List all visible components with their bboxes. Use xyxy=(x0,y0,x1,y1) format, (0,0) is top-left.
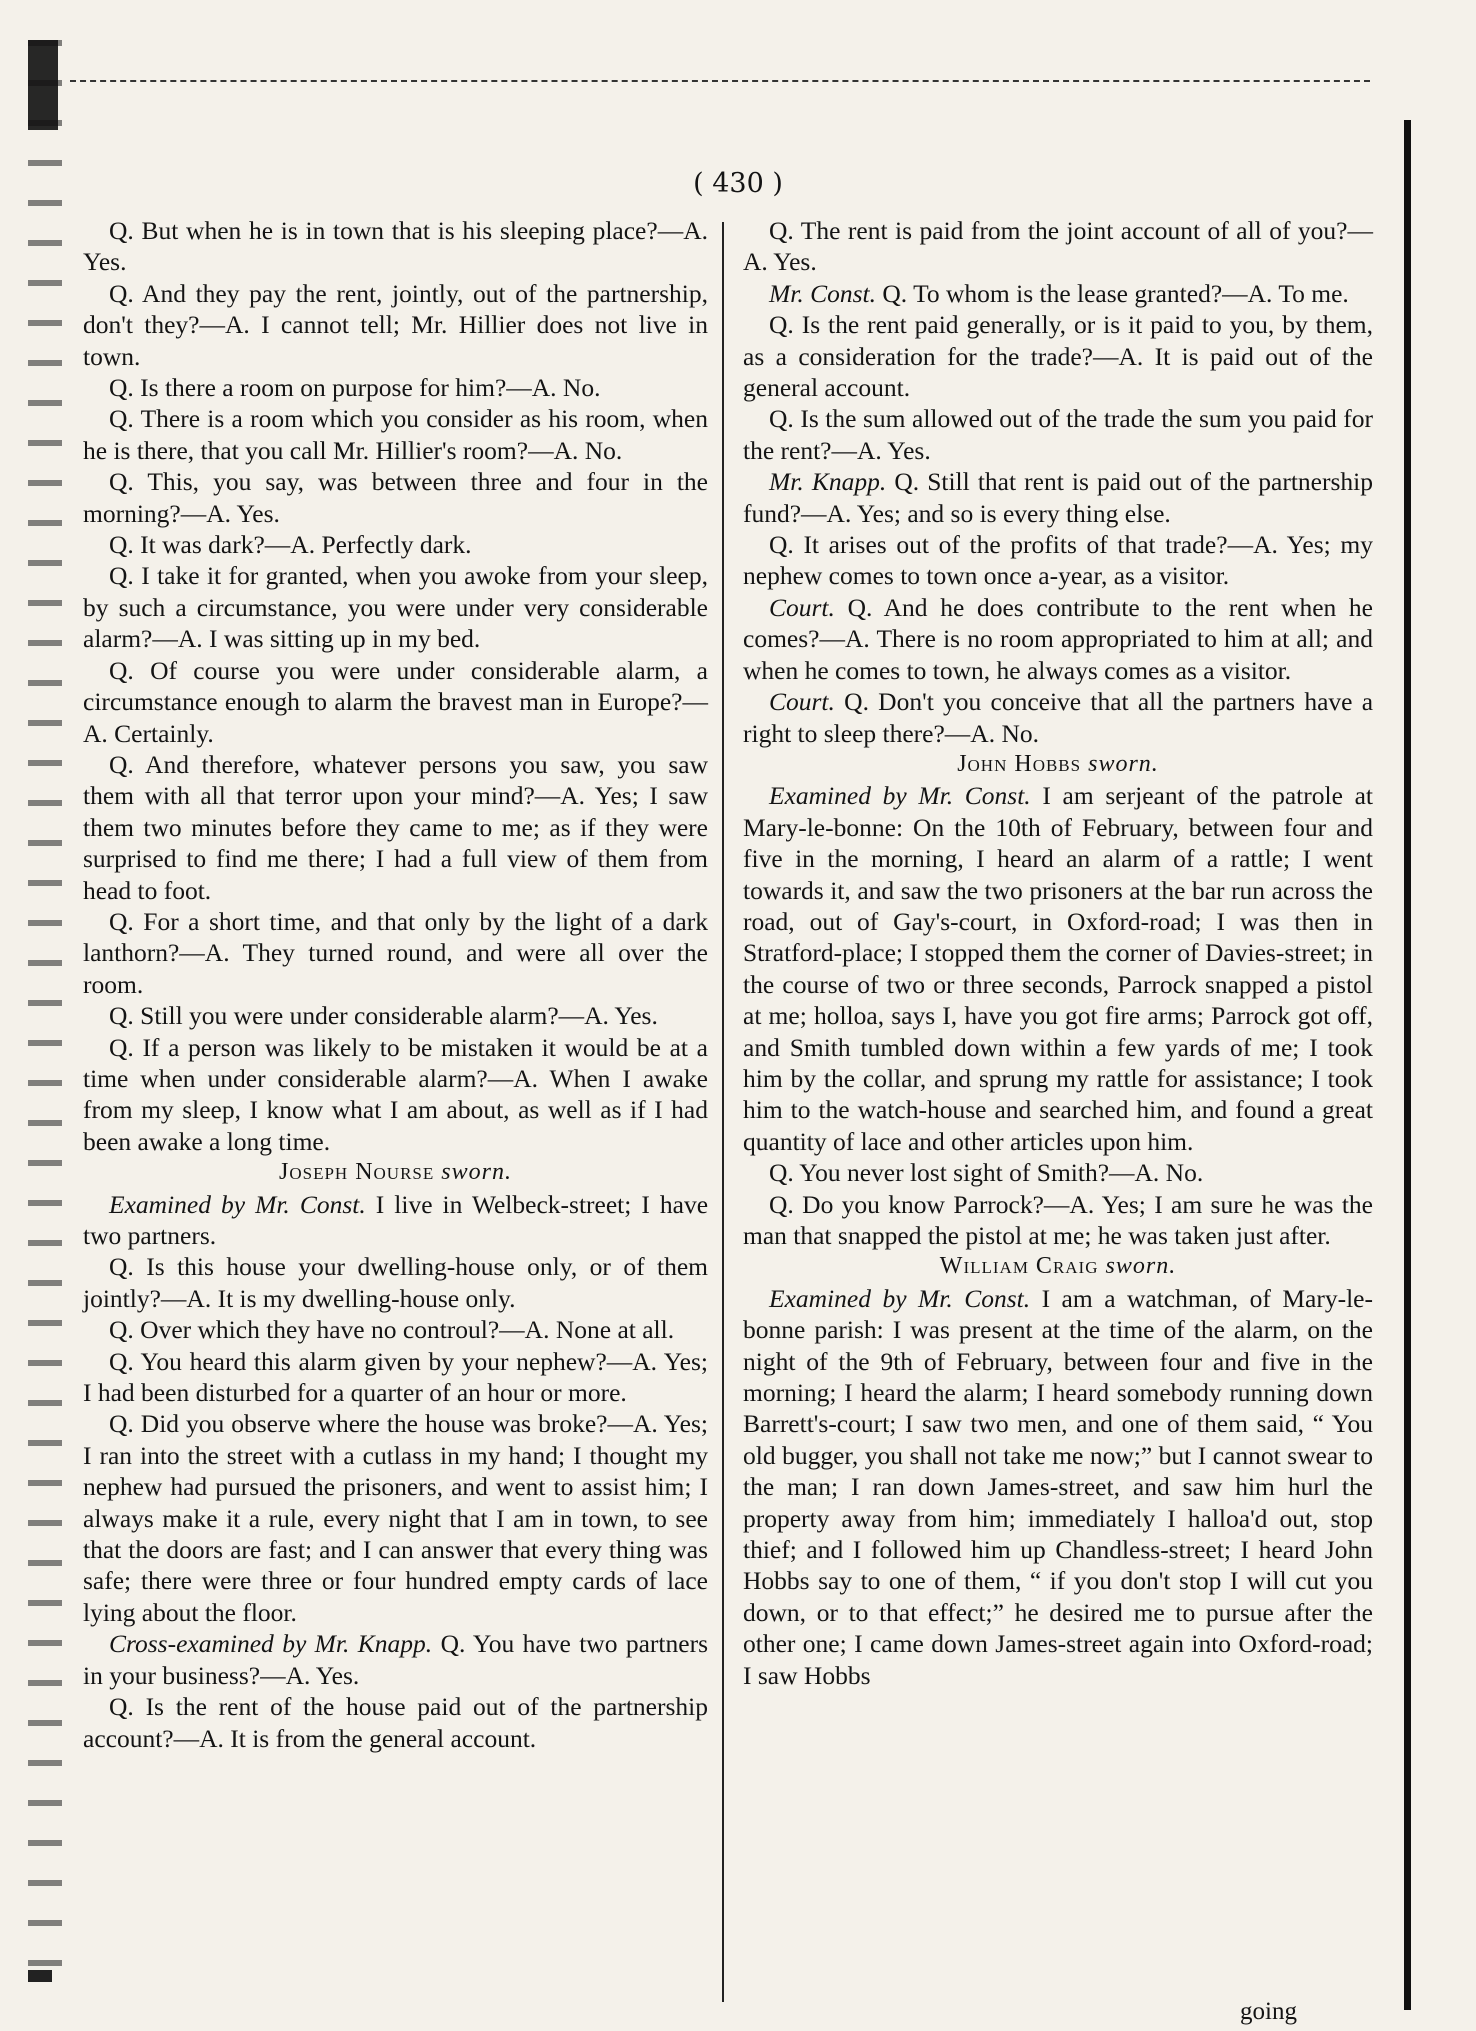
testimony-paragraph xyxy=(743,215,1373,278)
testimony-text: Q. Did you observe where the house was broke?—A. Yes; I ran into the street with a cutlass in my hand; I thought my nephew had pursued the prisoners, and went to assist him; I always make it a rule, every night that I am in town, to see that the doors are fast; and I can answer that every thing was safe; there were three or four hundred empty cards of lace lying about the floor. xyxy=(83,1409,708,1627)
testimony-paragraph xyxy=(83,278,708,372)
testimony-paragraph xyxy=(83,1346,708,1409)
testimony-paragraph xyxy=(83,1691,708,1754)
examiner-label: Mr. Const. xyxy=(769,278,876,308)
testimony-paragraph xyxy=(83,749,708,906)
testimony-text: Q. It was dark?—A. Perfectly dark. xyxy=(109,530,472,560)
column-divider xyxy=(722,222,724,2002)
testimony-paragraph xyxy=(83,560,708,654)
examiner-label: Court. xyxy=(769,592,835,622)
testimony-text: Q. You never lost sight of Smith?—A. No. xyxy=(769,1158,1204,1188)
witness-heading xyxy=(83,1157,708,1188)
testimony-paragraph xyxy=(83,1408,708,1628)
right-column xyxy=(743,215,1373,1691)
right-margin-rule xyxy=(1404,120,1411,2010)
testimony-paragraph xyxy=(83,655,708,749)
testimony-paragraph xyxy=(83,1032,708,1158)
testimony-text: Q. Is the sum allowed out of the trade the sum you paid for the rent?—A. Yes. xyxy=(743,404,1373,465)
testimony-text: Q. Is this house your dwelling-house only, or of them jointly?—A. It is my dwelling-house only. xyxy=(83,1252,708,1313)
testimony-paragraph xyxy=(83,906,708,1000)
sworn-label: sworn. xyxy=(441,1159,512,1186)
catchword: going xyxy=(1240,1998,1297,2025)
testimony-paragraph xyxy=(83,1251,708,1314)
testimony-text: Q. And he does contribute to the rent when he comes?—A. There is no room appropriated to him at all; and when he comes to town, he always comes as a visitor. xyxy=(743,592,1373,685)
testimony-paragraph xyxy=(743,1283,1373,1691)
examiner-label: Cross-examined by Mr. Knapp. xyxy=(109,1629,433,1659)
witness-heading xyxy=(743,1251,1373,1282)
header-rule xyxy=(70,80,1370,82)
testimony-paragraph xyxy=(743,278,1373,309)
testimony-text: Q. You heard this alarm given by your nephew?—A. Yes; I had been disturbed for a quarter of an hour or more. xyxy=(83,1346,708,1408)
testimony-paragraph xyxy=(743,403,1373,466)
page-edge-shadow xyxy=(28,40,62,2000)
testimony-text: Q. But when he is in town that is his sleeping place?—A. Yes. xyxy=(83,216,708,277)
testimony-paragraph xyxy=(743,309,1373,403)
testimony-text: Q. If a person was likely to be mistaken it would be at a time when under considerable alarm?—A. When I awake from my sleep, I know what I am about, as well as if I had been awake a long time. xyxy=(83,1032,708,1156)
testimony-paragraph xyxy=(83,1628,708,1691)
left-column xyxy=(83,215,708,1754)
sworn-label: sworn. xyxy=(1088,750,1159,777)
testimony-text: Q. Over which they have no controul?—A. None at all. xyxy=(109,1315,675,1345)
testimony-text: Q. Do you know Parrock?—A. Yes; I am sure he was the man that snapped the pistol at me; he was taken just after. xyxy=(743,1189,1373,1250)
testimony-paragraph xyxy=(83,372,708,403)
testimony-text: Q. And they pay the rent, jointly, out of the partnership, don't they?—A. I cannot tell; Mr. Hillier does not live in town. xyxy=(83,278,708,371)
witness-name: John Hobbs xyxy=(957,750,1082,777)
testimony-paragraph xyxy=(83,1314,708,1345)
testimony-paragraph xyxy=(743,686,1373,749)
testimony-text: Q. And therefore, whatever persons you saw, you saw them with all that terror upon your mind?—A. Yes; I saw them two minutes before they came to me; as if they were surprised to find me there; I had a full view of them from head to foot. xyxy=(83,749,708,905)
testimony-paragraph xyxy=(83,1000,708,1031)
testimony-paragraph xyxy=(83,529,708,560)
witness-heading xyxy=(743,749,1373,780)
testimony-paragraph xyxy=(743,592,1373,686)
witness-name: William Craig xyxy=(939,1253,1099,1280)
examiner-label: Examined by Mr. Const. xyxy=(769,1283,1031,1313)
testimony-text: Q. Still that rent is paid out of the partnership fund?—A. Yes; and so is every thing else. xyxy=(743,467,1374,528)
examiner-label: Examined by Mr. Const. xyxy=(769,781,1031,811)
testimony-text: Q. This, you say, was between three and four in the morning?—A. Yes. xyxy=(83,467,708,528)
testimony-text: I am serjeant of the patrole at Mary-le-bonne: On the 10th of February, between four and five in the morning, I heard an alarm of a rattle; I went towards it, and saw the two prisoners at the bar run across the road, out of Gay's-court, in Oxford-road; I was then in Stratford-place; I stopped them the corner of Davies-street; in the course of two or three seconds, Parrock snapped a pistol at me; holloa, says I, have you got fire arms; Parrock got off, and Smith tumbled down within a few yards of me; I took him by the collar, and sprung my rattle for assistance; I took him to the watch-house and searched him, and found a great quantity of lace and other articles upon him. xyxy=(743,781,1374,1156)
testimony-text: Q. To whom is the lease granted?—A. To me. xyxy=(882,278,1349,308)
testimony-paragraph xyxy=(83,215,708,278)
page-number: ( 430 ) xyxy=(693,168,783,199)
testimony-text: Q. The rent is paid from the joint account of all of you?—A. Yes. xyxy=(743,216,1373,277)
testimony-text: Q. Still you were under considerable alarm?—A. Yes. xyxy=(109,1001,658,1031)
testimony-text: I am a watchman, of Mary-le-bonne parish: I was present at the time of the alarm, on the night of the 9th of February, between four and five in the morning; I heard the alarm; I heard somebody running down Barrett's-court; I saw two men, and one of them said, “ You old bugger, you shall not take me now;” but I cannot swear to the man; I ran down James-street, and saw him hurl the property away from him; immediately I halloa'd out, stop thief; and I followed him up Chandless-street; I heard John Hobbs say to one of them, “ if you don't stop I will cut you down, or to that effect;” he desired me to pursue after the other one; I came down James-street again into Oxford-road; I saw Hobbs xyxy=(743,1283,1373,1690)
testimony-text: Q. You have two partners in your business?—A. Yes. xyxy=(83,1629,708,1690)
examiner-label: Mr. Knapp. xyxy=(769,467,887,497)
testimony-paragraph xyxy=(743,1157,1373,1188)
testimony-text: Q. Is there a room on purpose for him?—A. No. xyxy=(109,373,601,403)
testimony-text: Q. Is the rent paid generally, or is it paid to you, by them, as a consideration for the trade?—A. It is paid out of the general account. xyxy=(743,310,1373,403)
examiner-label: Court. xyxy=(769,687,835,717)
binding-mark xyxy=(28,40,58,130)
testimony-paragraph xyxy=(83,1189,708,1252)
examiner-label: Examined by Mr. Const. xyxy=(109,1189,366,1219)
testimony-paragraph xyxy=(83,466,708,529)
testimony-text: Q. Don't you conceive that all the partners have a right to sleep there?—A. No. xyxy=(743,687,1374,748)
testimony-text: Q. I take it for granted, when you awoke from your sleep, by such a circumstance, you were under very considerable alarm?—A. I was sitting up in my bed. xyxy=(83,561,708,654)
testimony-paragraph xyxy=(743,466,1373,529)
testimony-text: Q. Is the rent of the house paid out of the partnership account?—A. It is from the general account. xyxy=(83,1692,708,1753)
testimony-paragraph xyxy=(743,529,1373,592)
testimony-text: Q. It arises out of the profits of that trade?—A. Yes; my nephew comes to town once a-year, as a visitor. xyxy=(743,530,1373,591)
witness-name: Joseph Nourse xyxy=(279,1159,435,1186)
testimony-paragraph xyxy=(743,1189,1373,1252)
testimony-text: Q. Of course you were under considerable alarm, a circumstance enough to alarm the bravest man in Europe?—A. Certainly. xyxy=(83,655,708,748)
sworn-label: sworn. xyxy=(1105,1253,1177,1280)
testimony-paragraph xyxy=(83,403,708,466)
testimony-text: I live in Welbeck-street; I have two partners. xyxy=(83,1189,709,1250)
testimony-text: Q. There is a room which you consider as his room, when he is there, that you call Mr. Hillier's room?—A. No. xyxy=(83,404,708,465)
testimony-text: Q. For a short time, and that only by the light of a dark lanthorn?—A. They turned round, and were all over the room. xyxy=(83,906,708,999)
corner-mark xyxy=(28,1970,52,1982)
testimony-paragraph xyxy=(743,780,1373,1157)
